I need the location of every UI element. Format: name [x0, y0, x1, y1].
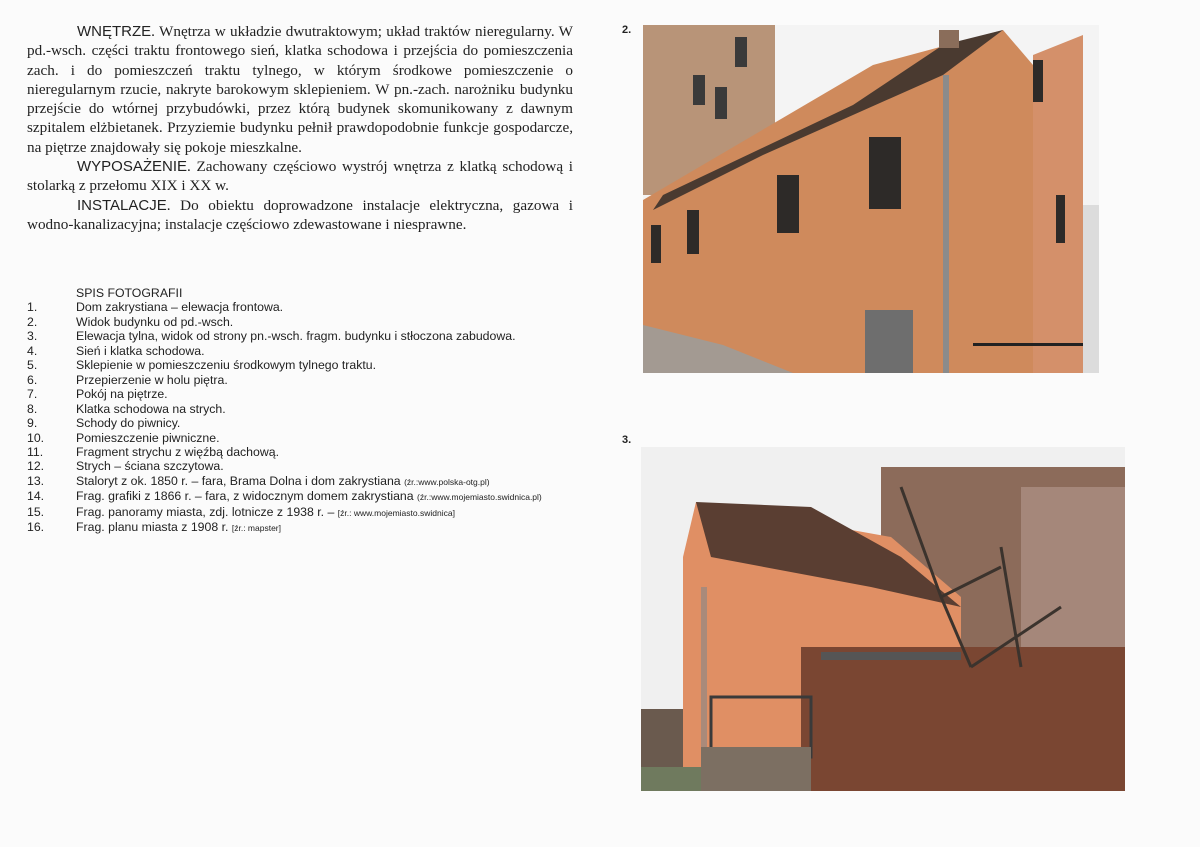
item-text: [76, 315, 233, 329]
paragraph-text: . Zachowany częściowo wystrój wnętrza z klatką schodową i stolarką z przełomu XIX i XX w.: [27, 158, 573, 195]
item-text: [76, 416, 180, 430]
item-text: [76, 520, 281, 535]
item-number: 6.: [27, 372, 38, 387]
item-text: [76, 431, 220, 445]
item-number: 7.: [27, 387, 38, 402]
item-description: Klatka schodowa na strych.: [76, 401, 226, 416]
item-number: 5.: [27, 358, 38, 373]
item-description: Schody do piwnicy.: [76, 416, 181, 431]
item-text: [76, 358, 376, 372]
item-text: [76, 387, 168, 401]
photo-list-item: [27, 315, 542, 329]
photo-list-item: [27, 416, 542, 430]
item-source: [źr.: www.mojemiasto.swidnica]: [337, 507, 455, 518]
item-text: [76, 489, 542, 504]
photo-caption: 2.: [622, 24, 632, 36]
item-source: (źr.:www.mojemiasto.swidnica.pl): [417, 492, 542, 503]
heading-interior: WNĘTRZE: [77, 23, 152, 40]
photo-list-item: [27, 402, 542, 416]
photo-caption: 3.: [622, 434, 632, 446]
photo-list-item: [27, 373, 542, 387]
item-number: 4.: [27, 343, 38, 358]
description-text: [27, 22, 573, 234]
item-description: Elewacja tylna, widok od strony pn.-wsch. fragm. budynku i stłoczona zabudowa.: [76, 329, 516, 344]
photo-list-item: [27, 329, 542, 343]
item-source: (źr.:www.polska-otg.pl): [404, 476, 490, 487]
item-number: 11.: [27, 444, 44, 459]
item-description: Frag. planu miasta z 1908 r.: [76, 520, 229, 535]
item-number: 9.: [27, 416, 38, 431]
photo-rear-elevation: [641, 447, 1125, 791]
item-description: Sklepienie w pomieszczeniu środkowym tylnego traktu.: [76, 358, 377, 373]
item-number: 15.: [27, 504, 45, 519]
item-text: [76, 505, 455, 520]
photo-list: [27, 286, 542, 536]
photo-list-item: [27, 358, 542, 372]
item-description: Sień i klatka schodowa.: [76, 343, 205, 358]
item-number: 14.: [27, 489, 45, 504]
photo-list-item: [27, 505, 542, 520]
item-number: 13.: [27, 473, 45, 488]
photo-list-item: [27, 459, 542, 473]
item-description: Pokój na piętrze.: [76, 387, 168, 402]
photo-list-item: [27, 344, 542, 358]
item-description: Staloryt z ok. 1850 r. – fara, Brama Dolna i dom zakrystiana: [76, 473, 401, 488]
item-description: Strych – ściana szczytowa.: [76, 459, 224, 474]
item-text: [76, 474, 490, 489]
item-description: Dom zakrystiana – elewacja frontowa.: [76, 300, 284, 315]
item-text: [76, 459, 224, 473]
photo-list-item: [27, 489, 542, 504]
item-text: [76, 329, 516, 343]
item-number: 12.: [27, 459, 45, 474]
item-description: Przepierzenie w holu piętra.: [76, 372, 228, 387]
item-description: Widok budynku od pd.-wsch.: [76, 314, 234, 329]
paragraph-interior: [27, 22, 573, 157]
item-text: [76, 402, 226, 416]
item-description: Frag. grafiki z 1866 r. – fara, z widocznym domem zakrystiana: [76, 489, 414, 504]
item-number: 10.: [27, 430, 45, 445]
item-number: 16.: [27, 520, 45, 535]
item-text: [76, 445, 279, 459]
item-description: Pomieszczenie piwniczne.: [76, 430, 220, 445]
photo-list-item: [27, 431, 542, 445]
heading-installations: INSTALACJE: [77, 196, 167, 214]
paragraph-equipment: [27, 157, 573, 196]
photo-list-item: [27, 300, 542, 314]
item-number: 3.: [27, 329, 38, 344]
item-text: [76, 373, 228, 387]
paragraph-text: . Wnętrza w układzie dwutraktowym; układ traktów nieregularny. W pd.-wsch. części traktu frontowego sień, klatka schodowa i przejścia do pomieszczenia zach. i do pomieszczeń traktu tylnego, w którym środkowe pomieszczenie o nieregularnym rzucie, nakryte barokowym sklepieniem. W pn.-zach. narożniku budynku przejście do wtórnej przybudówki, przez którą budynek skomunikowany z dawnym szpitalem elżbietanek. Przyziemie budynku pełnił prawdopodobnie funkcje gospodarcze, na piętrze znajdowały się pokoje mieszkalne.: [27, 23, 573, 156]
item-description: Fragment strychu z więźbą dachową.: [76, 444, 279, 459]
photo-list-item: [27, 387, 542, 401]
item-number: 1.: [27, 300, 38, 315]
photo-building-southeast: [643, 25, 1099, 373]
item-number: 2.: [27, 314, 38, 329]
heading-equipment: WYPOSAŻENIE: [77, 158, 188, 176]
paragraph-installations: [27, 196, 573, 235]
photo-list-item: [27, 474, 542, 489]
photo-list-item: [27, 520, 542, 535]
item-source: [źr.: mapster]: [231, 523, 281, 534]
paragraph-text: . Do obiektu doprowadzone instalacje elektryczna, gazowa i wodno-kanalizacyjna; instalacje częściowo zdewastowane i niesprawne.: [27, 196, 573, 233]
photo-list-title: SPIS FOTOGRAFII: [76, 286, 183, 300]
item-text: [76, 300, 283, 314]
item-number: 8.: [27, 401, 38, 416]
photo-list-item: [27, 445, 542, 459]
item-description: Frag. panoramy miasta, zdj. lotnicze z 1938 r. –: [76, 504, 335, 519]
item-text: [76, 344, 205, 358]
